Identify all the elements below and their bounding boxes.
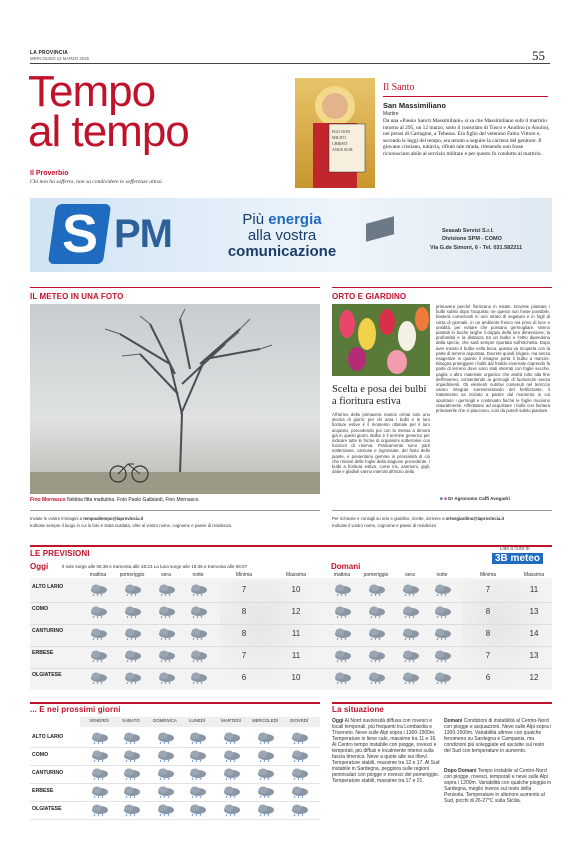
photo-footer: Inviate le vostre immagini a tempoaltempo@laprovincia.it <box>30 516 144 521</box>
col-notte-domani: notte <box>436 572 448 578</box>
rain-cloud-icon <box>89 803 109 817</box>
rain-cloud-icon <box>121 749 141 763</box>
photo-email-link[interactable]: tempoaltempo@laprovincia.it <box>83 516 144 521</box>
orto-headline: Scelta e posa dei bulbi a fioritura estiva <box>332 384 427 407</box>
sun-rain-icon <box>155 803 175 817</box>
saint-text: Da una «Passio Sancti Massimiliani» si sa che Massimiliano subì il martirio intorno al 295, un 12 marzo, sotto il consolato di Tusco e Anulino (o Anulio), nei pressi di Cartagine, a Tebessa. Era figlio del veterano Fabio Vittore e, secondo le leggi del tempo, era tenuto a seguire la carriera del genitore. Il giovane cristiano, tuttavia, rifiutò tale strada, ritenendo non fosse riconosciuto abile al servizio militare e per questo fu condotto al martirio. <box>383 118 550 157</box>
title-line-1: Tempo <box>28 67 156 116</box>
proverb-text: Chi non ha sofferto, non sa condividere le sofferenze altrui. <box>30 179 164 185</box>
max-temp: 11 <box>291 651 301 660</box>
sun-rain-icon <box>188 649 208 663</box>
rain-cloud-icon <box>156 583 176 597</box>
min-temp: 8 <box>241 607 247 616</box>
spm-logo-pm: PM <box>114 212 172 256</box>
sun-rain-icon <box>255 767 275 781</box>
sun-rain-icon <box>221 767 241 781</box>
rain-cloud-icon <box>88 671 108 685</box>
sun-rain-icon <box>366 583 386 597</box>
min-temp-domani: 8 <box>485 607 491 616</box>
max-temp-domani: 13 <box>529 607 539 616</box>
sun-rain-icon <box>366 671 386 685</box>
sun-rain-icon <box>155 731 175 745</box>
orto-column-2: primavera perché fioriscano in estate. Dovrete piantare i bulbi subito dopo l'acquisto; se questo non fosse possibile, basterà conservarli in uno strato di segatura e in fogli di carta di giornale, in un ambiente fresco ma privo di luce e umidità, per evitare che possano germogliare. Vanno piantati in buche larghe il doppio della loro dimensione; la profondità e la distanza tra un bulbo e l'altro dipendono dalla specie, che sarà sempre riportata sull'etichetta. Dopo aver messo il bulbo nella buca, questa va ricoperta con la parte di terreno asportata. Dovrete quindi irrigare, ma senza esagerare in quanto il ristagno porta il bulbo a marcire. Bisogna proteggere i bulbi dal freddo invernale coprendo la parte di terreno dove sono stati interrati con foglie secche, paglia o altro materiale organico che andrà tolto alla fine dell'inverno, consentendo ai germogli di fuoriuscire senza impedimenti. Gli elementi nutritivi contenuti nel terriccio vanno integrati somministrando del fertilizzante; il trattamento va iniziato a partire dal momento in cui spuntano i germogli e continuato finché le foglie muoiono naturalmente. Affrettatevi ad acquistare i bulbi con fioritura primaverile che vi piacciono, così da poterli subito piantare. <box>436 304 550 414</box>
rain-cloud-icon <box>400 605 420 619</box>
section-orto: ORTO E GIARDINO <box>332 292 407 301</box>
rain-cloud-icon <box>432 649 452 663</box>
ad-division: Divisione SPM - COMO <box>442 236 502 242</box>
photo-footer-2: Indicate sempre il luogo in cui la foto è stata scattata, oltre al vostro nome, cognome e paese di residenza. <box>30 523 233 528</box>
rain-cloud-icon <box>432 671 452 685</box>
spm-advertisement[interactable] <box>30 198 552 272</box>
svg-text:CHRISTI: CHRISTI <box>332 141 348 146</box>
col-mattina-domani: mattina <box>333 572 351 578</box>
col-notte: notte <box>192 572 204 578</box>
situazione-oggi: Oggi Al Nord nuvolosità diffusa con rovesci e locali temporali, più frequenti tra Lombardia e Triveneto. Neve sulle Alpi sopra i 1300-1500m. Temperature in lieve calo, massime tra 11 e 16. Al Centro tempo instabile con piogge, rovesci e temporali, più diffusi e localmente intensi sulla fascia tirrenica. Neve a quote alte sui rilievi. Temperature stabili, massime tra 12 e 17. Al Sud instabile in Sardegna, peggiora sulle regioni peninsulari con piogge e rovesci del pomeriggio. Temperature stabili, massime tra 17 e 21. <box>332 718 440 784</box>
sun-rain-icon <box>155 767 175 781</box>
rain-cloud-icon <box>432 605 452 619</box>
rain-cloud-icon <box>88 605 108 619</box>
rain-cloud-icon <box>432 583 452 597</box>
max-temp: 10 <box>291 585 301 594</box>
rain-cloud-icon <box>187 803 207 817</box>
newspaper-name: LA PROVINCIA <box>30 50 69 56</box>
rain-cloud-icon <box>122 605 142 619</box>
rain-cloud-icon <box>332 583 352 597</box>
saint-icon-image <box>295 78 375 188</box>
rain-cloud-icon <box>88 583 108 597</box>
sun-rain-icon <box>155 785 175 799</box>
rain-cloud-icon <box>187 767 207 781</box>
rain-cloud-icon <box>89 749 109 763</box>
saint-name: San Massimiliano <box>383 101 446 110</box>
orto-footer: Per richieste e consigli su orto e giardino, ricette, scrivere a ortoegiardino@laprovincia.it <box>332 516 505 521</box>
rain-cloud-icon <box>432 627 452 641</box>
section-meteo-foto: IL METEO IN UNA FOTO <box>30 292 124 301</box>
min-temp: 8 <box>241 629 247 638</box>
col-pomeriggio: pomeriggio <box>119 572 145 578</box>
rain-cloud-icon <box>122 583 142 597</box>
rain-cloud-icon <box>187 749 207 763</box>
min-temp-domani: 7 <box>485 585 491 594</box>
orto-footer-2: Indicate il vostro nome, cognome e paese di residenza <box>332 523 436 528</box>
3bmeteo-logo: 3B meteo <box>492 553 543 564</box>
next-days-location: ERBESE <box>32 788 54 794</box>
domani-label: Domani <box>331 562 361 571</box>
instagram-icon[interactable]: ■ <box>444 496 447 501</box>
col-mattina: mattina <box>89 572 107 578</box>
rain-cloud-icon <box>400 649 420 663</box>
sun-rain-icon <box>155 749 175 763</box>
gladioli-photo[interactable] <box>332 304 430 376</box>
col-min: Minima <box>235 572 253 578</box>
sun-rain-icon <box>221 785 241 799</box>
sun-rain-icon <box>221 803 241 817</box>
col-min-domani: Minima <box>479 572 497 578</box>
rain-cloud-icon <box>400 627 420 641</box>
saint-kicker: Il Santo <box>383 82 415 93</box>
max-temp: 11 <box>291 629 301 638</box>
rain-cloud-icon <box>400 671 420 685</box>
day-header: SABATO <box>122 718 140 723</box>
sun-rain-icon <box>221 749 241 763</box>
orto-author: ■ ■ Dr Agronomo Caffi Avogadri <box>440 496 510 501</box>
max-temp: 12 <box>291 607 301 616</box>
max-temp-domani: 13 <box>529 651 539 660</box>
situazione-domani: Domani Condizioni di instabilità al Centro-Nord con piogge e acquazzoni. Neve sulle Alpi sopra i 1300-1500m. Variabilità altrove con qualche fenomeno su Sardegna e Campania, ma condizioni più soleggiate ed asciutte sul resto del Sud con temperature in aumento. <box>444 718 552 754</box>
sun-rain-icon <box>255 803 275 817</box>
rain-cloud-icon <box>122 627 142 641</box>
rain-cloud-icon <box>88 649 108 663</box>
rain-cloud-icon <box>289 749 309 763</box>
min-temp: 7 <box>241 651 247 660</box>
rain-cloud-icon <box>289 767 309 781</box>
col-pomeriggio-domani: pomeriggio <box>363 572 389 578</box>
sun-moon-times: Il sole sorge alle 06:38 e tramonta alle 18:23 La luna sorge alle 16:36 e tramonta alle 06:07 <box>62 564 248 569</box>
max-temp-domani: 12 <box>529 673 539 682</box>
rain-cloud-icon <box>289 731 309 745</box>
rain-cloud-icon <box>187 731 207 745</box>
min-temp-domani: 6 <box>485 673 491 682</box>
rain-cloud-icon <box>187 785 207 799</box>
svg-text:MILITO: MILITO <box>332 135 346 140</box>
title-line-2: al tempo <box>28 107 189 156</box>
day-header: VENERDÌ <box>89 718 109 723</box>
min-temp: 7 <box>241 585 247 594</box>
issue-date: MERCOLEDÌ 12 MARZO 2025 <box>30 56 89 61</box>
ad-slogan: Più energia alla vostra comunicazione <box>227 211 337 260</box>
orto-email-link[interactable]: ortoegiardino@laprovincia.it <box>445 516 505 521</box>
rain-cloud-icon <box>89 767 109 781</box>
section-prossimi: ... E nei prossimi giorni <box>30 705 121 714</box>
rain-cloud-icon <box>121 767 141 781</box>
max-temp-domani: 14 <box>529 629 539 638</box>
section-previsioni: LE PREVISIONI <box>30 549 90 558</box>
proverb-label: Il Proverbio <box>30 170 69 177</box>
sun-rain-icon <box>366 605 386 619</box>
rain-cloud-icon <box>122 671 142 685</box>
next-days-location: CANTURINO <box>32 770 64 776</box>
sun-rain-icon <box>255 785 275 799</box>
col-max: Massima <box>285 572 306 578</box>
section-situazione: La situazione <box>332 705 384 714</box>
location-label: OLGIATESE <box>32 672 62 678</box>
rain-cloud-icon <box>121 785 141 799</box>
day-header: LUNEDÌ <box>188 718 206 723</box>
next-days-location: OLGIATESE <box>32 806 62 812</box>
rain-cloud-icon <box>400 583 420 597</box>
col-max-domani: Massima <box>523 572 544 578</box>
orto-column-1: All'arrivo della primavera manca ormai solo uno decina di giorni: per chi ama i bulbi e le loro fioriture estive è il momento ottimale per il loro acquisto, procedendo poi con la messa a dimora già in questi giorni. Bulbo è il termine generico per indicare tutte le forme di organismi sotterranei con funzioni di riserva. Praticamente sono parti sotterranee, carnose e ingrossate, del fusto delle piante, e presentano gemme in prossimità di ciò che rimane delle foglie della stagione precedente. I bulbi a fioritura estiva, come iris, anemoni, gigli, dalie e gladioli vanno interrati all'inizio della <box>332 412 430 475</box>
facebook-icon[interactable]: ■ <box>440 496 443 501</box>
page-title <box>28 67 189 156</box>
rain-cloud-icon <box>121 803 141 817</box>
page-number: 55 <box>532 48 545 63</box>
next-days-location: ALTO LARIO <box>32 734 64 740</box>
rain-cloud-icon <box>156 605 176 619</box>
rain-cloud-icon <box>89 731 109 745</box>
day-header: MERCOLEDÌ <box>251 718 279 723</box>
ad-company: Seasab Servizi S.r.l. <box>442 228 494 234</box>
location-label: ALTO LARIO <box>32 584 64 590</box>
rain-cloud-icon <box>332 627 352 641</box>
sun-rain-icon <box>255 731 275 745</box>
rain-cloud-icon <box>188 627 208 641</box>
rain-cloud-icon <box>332 649 352 663</box>
rain-cloud-icon <box>156 627 176 641</box>
day-header: GIOVEDÌ <box>289 718 309 723</box>
photo-caption: Fino Mornasco Nebbia fitta mattutina. Foto Paolo Galbiardi, Fino Mornasco. <box>30 497 200 503</box>
col-sera-domani: sera <box>405 572 415 578</box>
rain-cloud-icon <box>89 785 109 799</box>
day-header: MARTEDÌ <box>221 718 241 723</box>
next-days-location: COMO <box>32 752 49 758</box>
sun-rain-icon <box>366 627 386 641</box>
min-temp-domani: 7 <box>485 651 491 660</box>
rain-cloud-icon <box>88 627 108 641</box>
min-temp-domani: 8 <box>485 629 491 638</box>
day-header: DOMENICA <box>153 718 177 723</box>
sun-rain-icon <box>366 649 386 663</box>
max-temp: 10 <box>291 673 301 682</box>
location-label: ERBESE <box>32 650 54 656</box>
fog-tree-photo[interactable] <box>30 304 320 494</box>
rain-cloud-icon <box>156 649 176 663</box>
rain-cloud-icon <box>156 671 176 685</box>
oggi-label: Oggi <box>30 562 49 571</box>
location-label: COMO <box>32 606 49 612</box>
min-temp: 6 <box>241 673 247 682</box>
saint-role: Martire <box>383 111 399 117</box>
svg-text:ANUS SUM: ANUS SUM <box>332 147 353 152</box>
rain-cloud-icon <box>121 731 141 745</box>
rain-cloud-icon <box>332 605 352 619</box>
col-sera: sera <box>161 572 171 578</box>
rain-cloud-icon <box>188 583 208 597</box>
sun-rain-icon <box>255 749 275 763</box>
rain-cloud-icon <box>332 671 352 685</box>
rain-cloud-icon <box>188 671 208 685</box>
svg-text:EGO NON: EGO NON <box>332 129 350 134</box>
sun-rain-icon <box>221 731 241 745</box>
ad-address: Via G.de Simoni, 6 - Tel. 031.582211 <box>430 245 523 251</box>
rain-cloud-icon <box>122 649 142 663</box>
max-temp-domani: 11 <box>529 585 539 594</box>
megaphone-icon <box>366 216 394 242</box>
location-label: CANTURINO <box>32 628 64 634</box>
situazione-dopodomani: Dopo Domani Tempo instabile al Centro-Nord con piogge, rovesci, temporali e neve sulle Alpi sopra i 1200m. Variabilità con qualche pioggia in Sardegna, meglio invece sul resto della Penisola. Temperature in ulteriore aumento al Sud, picchi di 26-27°C sulla Sicilia. <box>444 768 552 804</box>
rain-cloud-icon <box>289 803 309 817</box>
sun-rain-icon <box>188 605 208 619</box>
spm-logo-letter: S <box>62 204 97 264</box>
rain-cloud-icon <box>289 785 309 799</box>
credit-label: Dati a cura di <box>500 546 530 552</box>
